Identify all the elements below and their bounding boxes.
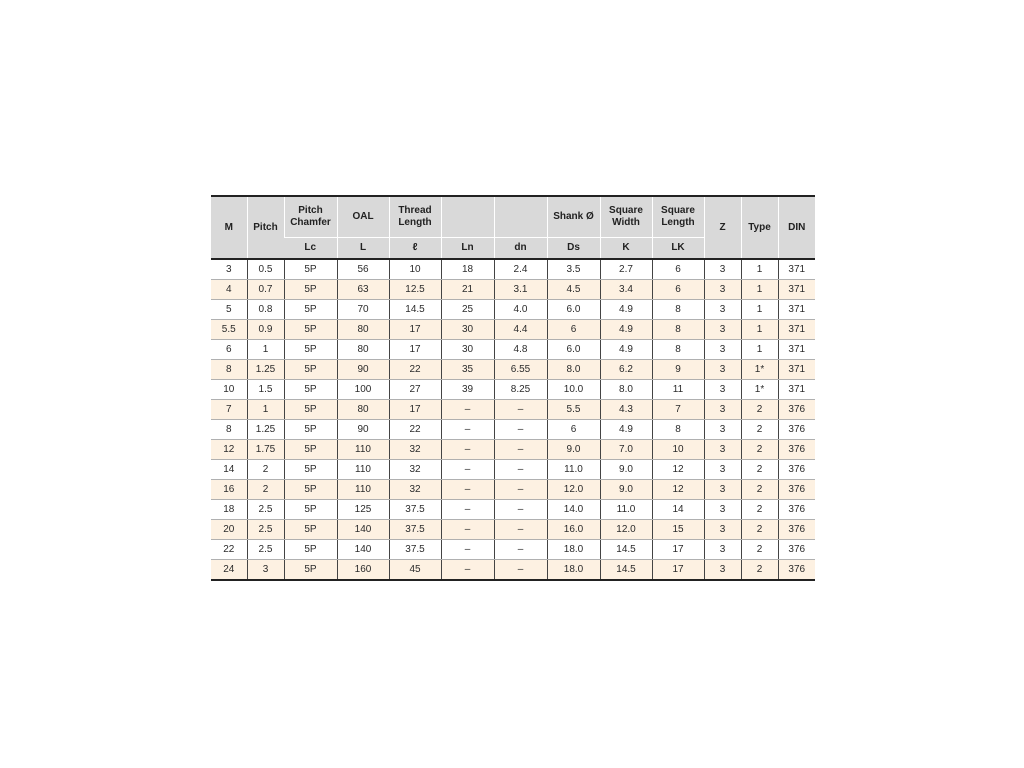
- cell-m: 14: [211, 460, 247, 480]
- subheader-k: K: [600, 238, 652, 260]
- cell-din: 376: [778, 400, 815, 420]
- cell-lc: 5P: [284, 460, 337, 480]
- header-pitch: Pitch: [247, 196, 284, 259]
- cell-ln: –: [441, 460, 494, 480]
- cell-ln: 35: [441, 360, 494, 380]
- cell-lc: 5P: [284, 360, 337, 380]
- cell-pitch: 1.25: [247, 360, 284, 380]
- cell-oal: 90: [337, 360, 389, 380]
- cell-thread-length: 22: [389, 360, 441, 380]
- cell-pitch: 1.25: [247, 420, 284, 440]
- cell-type: 1: [741, 320, 778, 340]
- subheader-ds: Ds: [547, 238, 600, 260]
- cell-pitch: 2.5: [247, 540, 284, 560]
- table-row: [211, 320, 815, 340]
- cell-z: 3: [704, 540, 741, 560]
- cell-ds: 18.0: [547, 560, 600, 581]
- cell-thread-length: 32: [389, 480, 441, 500]
- cell-square-length: 8: [652, 420, 704, 440]
- table-row: [211, 480, 815, 500]
- cell-square-width: 8.0: [600, 380, 652, 400]
- cell-m: 24: [211, 560, 247, 581]
- cell-pitch: 1: [247, 340, 284, 360]
- cell-square-length: 8: [652, 300, 704, 320]
- cell-thread-length: 14.5: [389, 300, 441, 320]
- cell-type: 2: [741, 420, 778, 440]
- cell-oal: 80: [337, 340, 389, 360]
- subheader-lk: LK: [652, 238, 704, 260]
- cell-thread-length: 32: [389, 460, 441, 480]
- cell-dn: –: [494, 400, 547, 420]
- cell-ln: –: [441, 400, 494, 420]
- cell-oal: 90: [337, 420, 389, 440]
- cell-lc: 5P: [284, 340, 337, 360]
- cell-oal: 70: [337, 300, 389, 320]
- cell-pitch: 1.5: [247, 380, 284, 400]
- cell-type: 1: [741, 340, 778, 360]
- cell-square-width: 4.3: [600, 400, 652, 420]
- cell-dn: 4.4: [494, 320, 547, 340]
- cell-ds: 6.0: [547, 300, 600, 320]
- cell-din: 371: [778, 280, 815, 300]
- header-pitch-chamfer-label: Pitch Chamfer: [290, 205, 331, 228]
- cell-ds: 12.0: [547, 480, 600, 500]
- cell-dn: –: [494, 500, 547, 520]
- cell-square-length: 17: [652, 540, 704, 560]
- cell-din: 376: [778, 440, 815, 460]
- cell-thread-length: 37.5: [389, 500, 441, 520]
- header-square-width: [600, 196, 652, 238]
- cell-square-length: 12: [652, 480, 704, 500]
- subheader-thread-l: ℓ: [389, 238, 441, 260]
- cell-din: 371: [778, 340, 815, 360]
- cell-lc: 5P: [284, 540, 337, 560]
- cell-type: 2: [741, 500, 778, 520]
- cell-pitch: 0.7: [247, 280, 284, 300]
- cell-thread-length: 32: [389, 440, 441, 460]
- cell-pitch: 1: [247, 400, 284, 420]
- header-square-length-label: Square Length: [661, 205, 695, 228]
- table-row: [211, 280, 815, 300]
- cell-lc: 5P: [284, 259, 337, 280]
- cell-oal: 140: [337, 540, 389, 560]
- cell-m: 22: [211, 540, 247, 560]
- cell-z: 3: [704, 259, 741, 280]
- cell-dn: –: [494, 460, 547, 480]
- cell-ln: 18: [441, 259, 494, 280]
- cell-z: 3: [704, 380, 741, 400]
- cell-ds: 6: [547, 320, 600, 340]
- cell-square-width: 9.0: [600, 480, 652, 500]
- cell-ln: –: [441, 520, 494, 540]
- header-oal: OAL: [337, 196, 389, 238]
- cell-ds: 4.5: [547, 280, 600, 300]
- cell-dn: –: [494, 440, 547, 460]
- cell-oal: 110: [337, 440, 389, 460]
- cell-ln: 25: [441, 300, 494, 320]
- cell-type: 2: [741, 440, 778, 460]
- cell-din: 371: [778, 300, 815, 320]
- header-square-width-label: Square Width: [609, 205, 643, 228]
- cell-thread-length: 17: [389, 320, 441, 340]
- cell-din: 371: [778, 320, 815, 340]
- header-m: M: [211, 196, 247, 259]
- subheader-l: L: [337, 238, 389, 260]
- cell-oal: 110: [337, 480, 389, 500]
- cell-square-width: 2.7: [600, 259, 652, 280]
- cell-lc: 5P: [284, 520, 337, 540]
- cell-ln: 30: [441, 320, 494, 340]
- cell-din: 376: [778, 520, 815, 540]
- cell-z: 3: [704, 300, 741, 320]
- header-thread-length: [389, 196, 441, 238]
- cell-m: 8: [211, 360, 247, 380]
- cell-pitch: 0.8: [247, 300, 284, 320]
- table-row: [211, 420, 815, 440]
- cell-type: 2: [741, 540, 778, 560]
- subheader-ln: Ln: [441, 238, 494, 260]
- cell-pitch: 1.75: [247, 440, 284, 460]
- cell-square-width: 4.9: [600, 320, 652, 340]
- cell-pitch: 2: [247, 460, 284, 480]
- cell-dn: –: [494, 480, 547, 500]
- cell-dn: –: [494, 560, 547, 581]
- cell-pitch: 0.9: [247, 320, 284, 340]
- cell-oal: 100: [337, 380, 389, 400]
- header-z: Z: [704, 196, 741, 259]
- cell-dn: 2.4: [494, 259, 547, 280]
- cell-square-length: 10: [652, 440, 704, 460]
- cell-square-length: 9: [652, 360, 704, 380]
- table-row: [211, 300, 815, 320]
- cell-din: 371: [778, 380, 815, 400]
- cell-thread-length: 22: [389, 420, 441, 440]
- cell-ln: 39: [441, 380, 494, 400]
- header-thread-length-label: Thread Length: [398, 205, 432, 228]
- header-type: Type: [741, 196, 778, 259]
- cell-m: 8: [211, 420, 247, 440]
- cell-ln: 30: [441, 340, 494, 360]
- cell-ds: 14.0: [547, 500, 600, 520]
- table-row: [211, 460, 815, 480]
- table-row: [211, 540, 815, 560]
- cell-lc: 5P: [284, 300, 337, 320]
- cell-z: 3: [704, 340, 741, 360]
- cell-dn: –: [494, 420, 547, 440]
- table-row: [211, 440, 815, 460]
- cell-z: 3: [704, 420, 741, 440]
- cell-z: 3: [704, 480, 741, 500]
- header-dn-blank: [494, 196, 547, 238]
- cell-square-width: 7.0: [600, 440, 652, 460]
- cell-dn: 3.1: [494, 280, 547, 300]
- cell-lc: 5P: [284, 560, 337, 581]
- cell-square-length: 8: [652, 320, 704, 340]
- cell-lc: 5P: [284, 480, 337, 500]
- cell-m: 5.5: [211, 320, 247, 340]
- cell-ds: 16.0: [547, 520, 600, 540]
- header-pitch-chamfer: [284, 196, 337, 238]
- cell-m: 18: [211, 500, 247, 520]
- cell-thread-length: 37.5: [389, 540, 441, 560]
- cell-lc: 5P: [284, 440, 337, 460]
- cell-ln: –: [441, 440, 494, 460]
- cell-oal: 160: [337, 560, 389, 581]
- cell-type: 1*: [741, 380, 778, 400]
- cell-thread-length: 45: [389, 560, 441, 581]
- cell-thread-length: 12.5: [389, 280, 441, 300]
- cell-ds: 8.0: [547, 360, 600, 380]
- cell-dn: 4.8: [494, 340, 547, 360]
- table-header: [211, 196, 815, 259]
- subheader-dn: dn: [494, 238, 547, 260]
- cell-oal: 56: [337, 259, 389, 280]
- cell-thread-length: 37.5: [389, 520, 441, 540]
- cell-type: 1: [741, 259, 778, 280]
- cell-m: 20: [211, 520, 247, 540]
- cell-square-width: 9.0: [600, 460, 652, 480]
- cell-m: 7: [211, 400, 247, 420]
- cell-ds: 9.0: [547, 440, 600, 460]
- cell-z: 3: [704, 320, 741, 340]
- cell-thread-length: 17: [389, 340, 441, 360]
- cell-ds: 6.0: [547, 340, 600, 360]
- cell-din: 376: [778, 540, 815, 560]
- table-row: [211, 400, 815, 420]
- cell-z: 3: [704, 360, 741, 380]
- cell-thread-length: 10: [389, 259, 441, 280]
- cell-din: 371: [778, 360, 815, 380]
- cell-square-width: 14.5: [600, 540, 652, 560]
- cell-ds: 18.0: [547, 540, 600, 560]
- cell-ds: 5.5: [547, 400, 600, 420]
- cell-type: 1*: [741, 360, 778, 380]
- cell-lc: 5P: [284, 280, 337, 300]
- cell-oal: 80: [337, 400, 389, 420]
- cell-type: 2: [741, 400, 778, 420]
- cell-m: 4: [211, 280, 247, 300]
- cell-z: 3: [704, 280, 741, 300]
- table-row: [211, 520, 815, 540]
- cell-z: 3: [704, 500, 741, 520]
- cell-thread-length: 17: [389, 400, 441, 420]
- cell-square-width: 6.2: [600, 360, 652, 380]
- spec-table-container: [211, 195, 815, 581]
- cell-dn: 4.0: [494, 300, 547, 320]
- cell-type: 2: [741, 520, 778, 540]
- table-row: [211, 259, 815, 280]
- header-ln-blank: [441, 196, 494, 238]
- header-square-length: [652, 196, 704, 238]
- cell-type: 2: [741, 560, 778, 581]
- table-row: [211, 560, 815, 581]
- cell-m: 3: [211, 259, 247, 280]
- cell-square-width: 3.4: [600, 280, 652, 300]
- cell-din: 376: [778, 480, 815, 500]
- table-row: [211, 500, 815, 520]
- cell-ds: 10.0: [547, 380, 600, 400]
- cell-ds: 11.0: [547, 460, 600, 480]
- cell-pitch: 2.5: [247, 500, 284, 520]
- cell-thread-length: 27: [389, 380, 441, 400]
- cell-dn: –: [494, 540, 547, 560]
- cell-oal: 80: [337, 320, 389, 340]
- cell-lc: 5P: [284, 320, 337, 340]
- cell-pitch: 2: [247, 480, 284, 500]
- cell-lc: 5P: [284, 500, 337, 520]
- cell-square-length: 7: [652, 400, 704, 420]
- cell-square-length: 15: [652, 520, 704, 540]
- cell-din: 376: [778, 420, 815, 440]
- cell-ln: 21: [441, 280, 494, 300]
- cell-z: 3: [704, 460, 741, 480]
- cell-square-length: 12: [652, 460, 704, 480]
- header-din: DIN: [778, 196, 815, 259]
- cell-type: 1: [741, 300, 778, 320]
- cell-square-width: 4.9: [600, 340, 652, 360]
- cell-pitch: 2.5: [247, 520, 284, 540]
- cell-z: 3: [704, 560, 741, 581]
- table-row: [211, 340, 815, 360]
- cell-z: 3: [704, 440, 741, 460]
- cell-square-length: 14: [652, 500, 704, 520]
- cell-dn: –: [494, 520, 547, 540]
- cell-dn: 6.55: [494, 360, 547, 380]
- cell-square-width: 14.5: [600, 560, 652, 581]
- cell-square-length: 17: [652, 560, 704, 581]
- cell-ln: –: [441, 560, 494, 581]
- cell-din: 376: [778, 460, 815, 480]
- cell-ds: 6: [547, 420, 600, 440]
- table-row: [211, 360, 815, 380]
- cell-oal: 63: [337, 280, 389, 300]
- cell-m: 12: [211, 440, 247, 460]
- header-shank-diameter: Shank Ø: [547, 196, 600, 238]
- cell-dn: 8.25: [494, 380, 547, 400]
- cell-square-width: 12.0: [600, 520, 652, 540]
- cell-square-width: 4.9: [600, 420, 652, 440]
- cell-m: 10: [211, 380, 247, 400]
- cell-type: 1: [741, 280, 778, 300]
- cell-square-length: 6: [652, 259, 704, 280]
- cell-lc: 5P: [284, 400, 337, 420]
- cell-pitch: 3: [247, 560, 284, 581]
- cell-din: 371: [778, 259, 815, 280]
- cell-m: 6: [211, 340, 247, 360]
- cell-ds: 3.5: [547, 259, 600, 280]
- cell-type: 2: [741, 480, 778, 500]
- tap-spec-table: [211, 195, 815, 581]
- cell-din: 376: [778, 500, 815, 520]
- cell-m: 5: [211, 300, 247, 320]
- cell-ln: –: [441, 480, 494, 500]
- cell-type: 2: [741, 460, 778, 480]
- cell-ln: –: [441, 540, 494, 560]
- cell-square-length: 8: [652, 340, 704, 360]
- cell-din: 376: [778, 560, 815, 581]
- table-body: [211, 259, 815, 580]
- cell-oal: 110: [337, 460, 389, 480]
- cell-m: 16: [211, 480, 247, 500]
- cell-square-length: 6: [652, 280, 704, 300]
- cell-ln: –: [441, 500, 494, 520]
- cell-z: 3: [704, 400, 741, 420]
- cell-square-width: 11.0: [600, 500, 652, 520]
- cell-lc: 5P: [284, 420, 337, 440]
- cell-lc: 5P: [284, 380, 337, 400]
- cell-square-width: 4.9: [600, 300, 652, 320]
- table-row: [211, 380, 815, 400]
- cell-z: 3: [704, 520, 741, 540]
- cell-oal: 140: [337, 520, 389, 540]
- cell-pitch: 0.5: [247, 259, 284, 280]
- subheader-lc: Lc: [284, 238, 337, 260]
- cell-square-length: 11: [652, 380, 704, 400]
- cell-oal: 125: [337, 500, 389, 520]
- cell-ln: –: [441, 420, 494, 440]
